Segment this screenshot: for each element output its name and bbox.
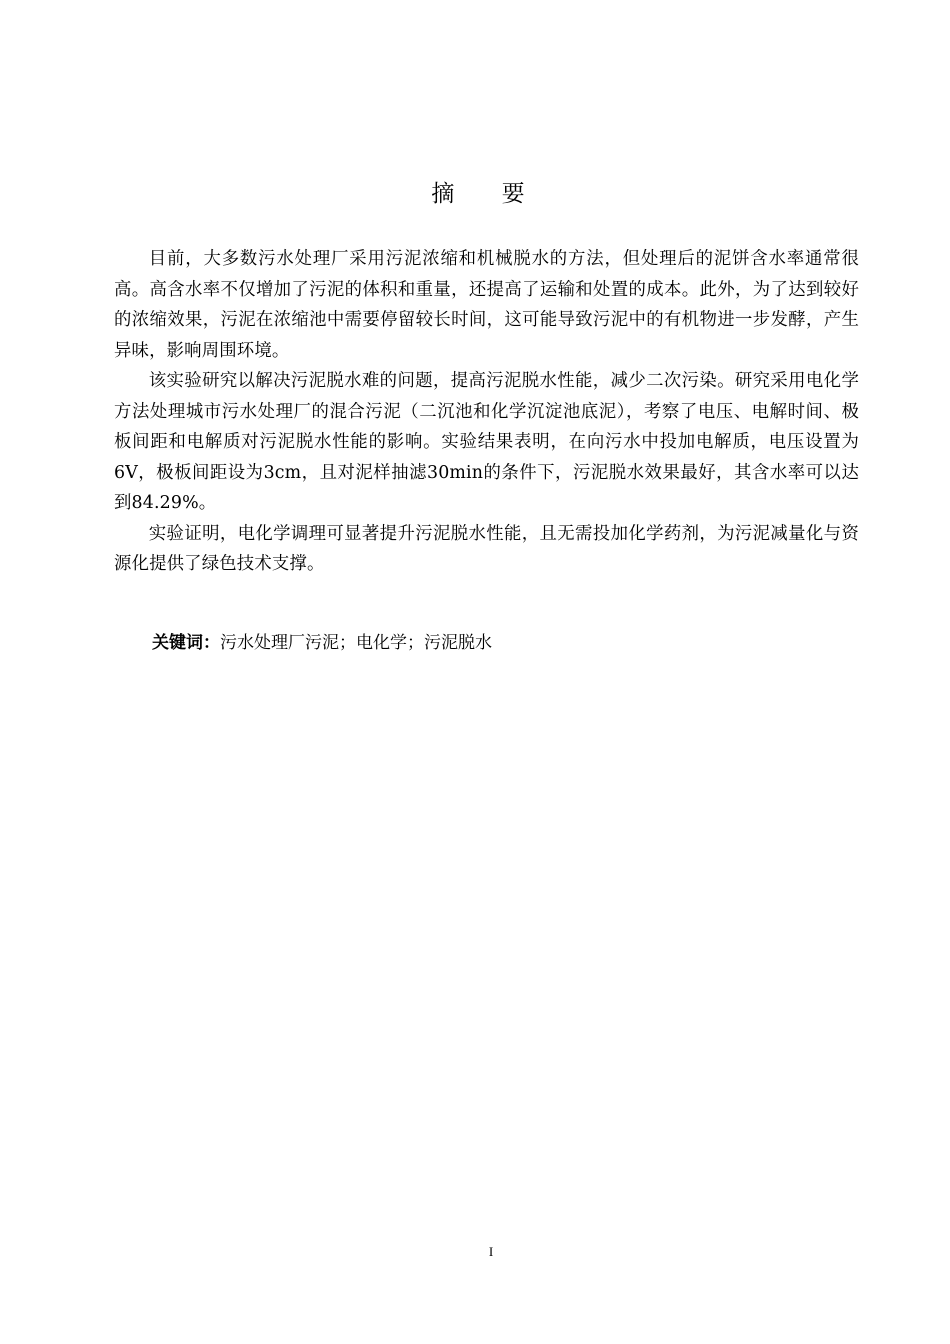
page-title: 摘 要 xyxy=(431,181,545,207)
abstract-body xyxy=(114,244,859,580)
keywords-text: 污水处理厂污泥；电化学；污泥脱水 xyxy=(220,633,492,653)
keywords-label: 关键词： xyxy=(152,633,220,653)
abstract-paragraph-1: 目前，大多数污水处理厂采用污泥浓缩和机械脱水的方法，但处理后的泥饼含水率通常很高。高含水率不仅增加了污泥的体积和重量，还提高了运输和处置的成本。此外，为了达到较好的浓缩效果，污泥在浓缩池中需要停留较长时间，这可能导致污泥中的有机物进一步发酵，产生异味，影响周围环境。 xyxy=(114,249,859,361)
page-number: I xyxy=(488,1244,494,1259)
abstract-paragraph-3: 实验证明，电化学调理可显著提升污泥脱水性能，且无需投加化学药剂，为污泥减量化与资源化提供了绿色技术支撑。 xyxy=(114,523,859,574)
keywords-line xyxy=(152,629,492,657)
abstract-paragraph-2: 该实验研究以解决污泥脱水难的问题，提高污泥脱水性能，减少二次污染。研究采用电化学方法处理城市污水处理厂的混合污泥（二沉池和化学沉淀池底泥），考察了电压、电解时间、极板间距和电解质对污泥脱水性能的影响。实验结果表明，在向污水中投加电解质，电压设置为6V，极板间距设为3cm，且对泥样抽滤30min的条件下，污泥脱水效果最好，其含水率可以达到84.29%。 xyxy=(114,371,859,513)
